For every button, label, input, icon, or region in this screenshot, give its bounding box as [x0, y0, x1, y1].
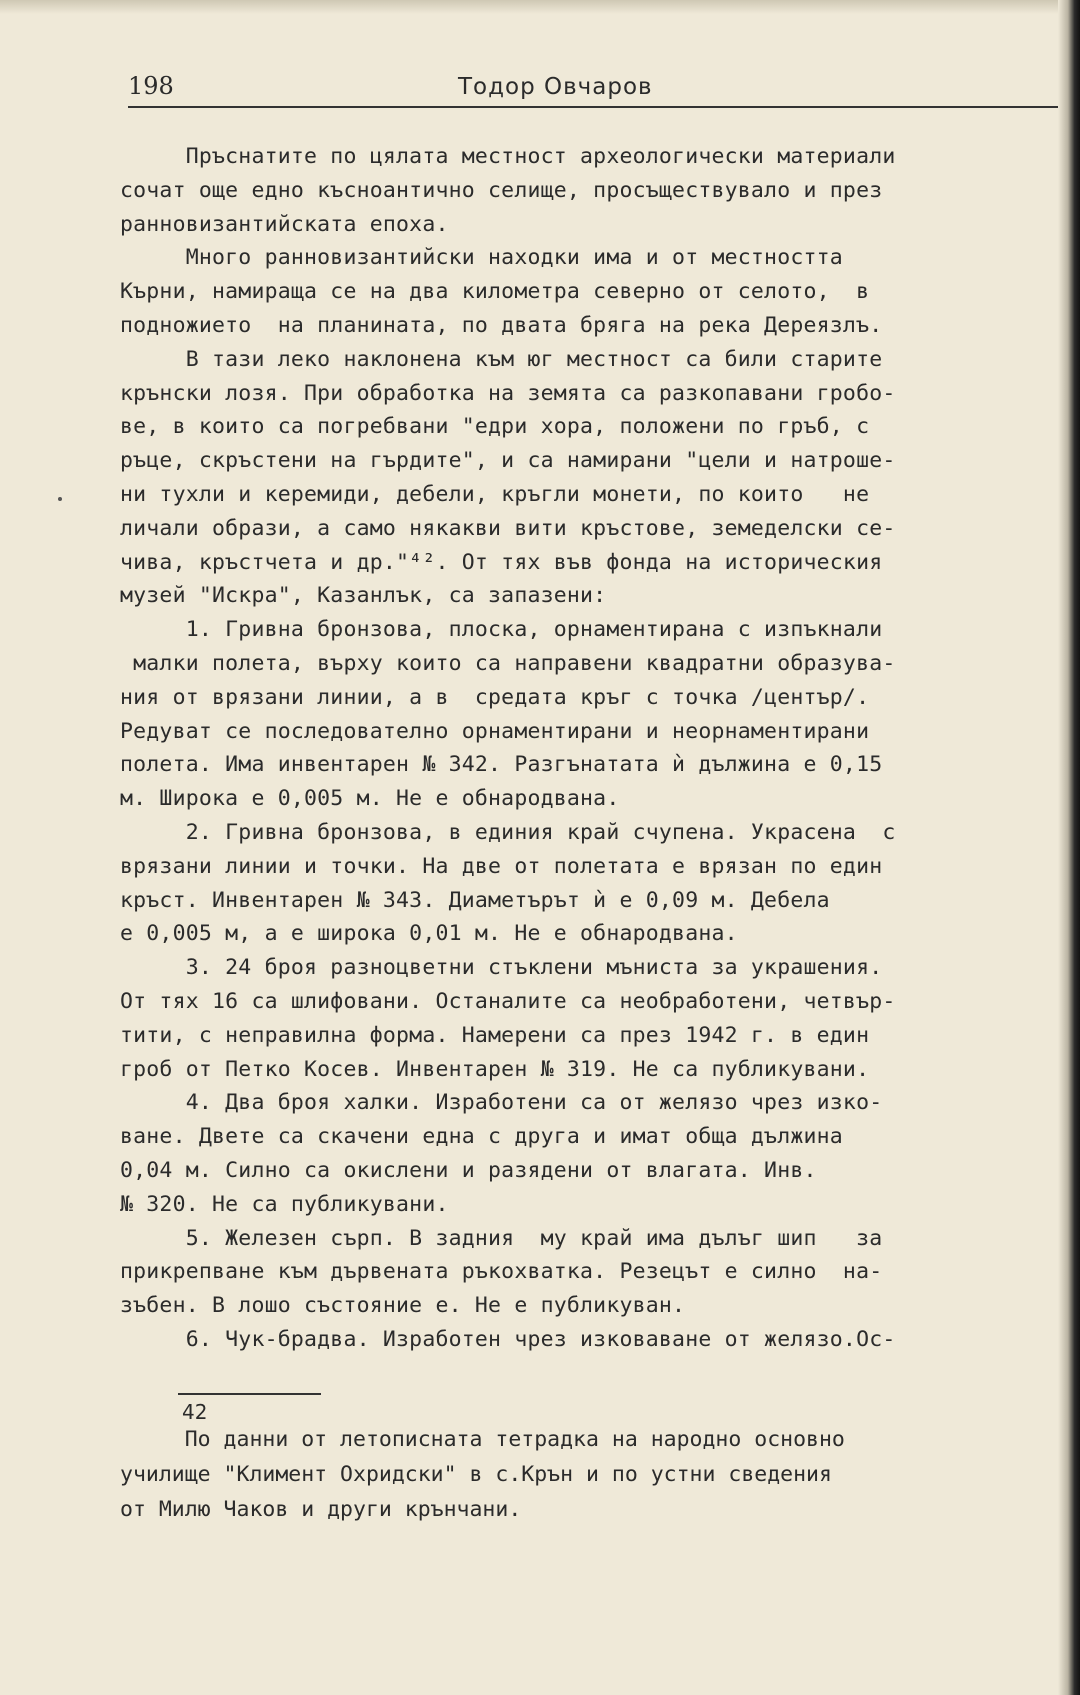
text-line: врязани линии и точки. На две от полетата е врязан по един — [120, 853, 883, 879]
text-line: Редуват се последователно орнаментирани и неорнаментирани — [120, 718, 870, 744]
text-line: прикрепване към дървената ръкохватка. Резецът е силно на- — [120, 1259, 883, 1285]
text-line: 4. Два броя халки. Изработени са от желязо чрез изко- — [120, 1090, 883, 1116]
text-line: крънски лозя. При обработка на земята са разкопавани гробо- — [120, 380, 896, 406]
text-line: чива, кръстчета и др."⁴². От тях във фонда на историческия — [120, 549, 883, 575]
text-line: 1. Гривна бронзова, плоска, орнаментирана с изпъкнали — [120, 617, 883, 643]
text-line: Пръснатите по цялата местност археологически материали — [120, 144, 896, 169]
text-line: В тази леко наклонена към юг местност са били старите — [120, 346, 883, 372]
text-line: зъбен. В лошо състояние е. Не е публикуван. — [120, 1293, 686, 1319]
text-line: е 0,005 м, а е широка 0,01 м. Не е обнародвана. — [120, 921, 738, 947]
text-line: кръст. Инвентарен № 343. Диаметърът ѝ е 0,09 м. Дебела — [120, 887, 830, 913]
text-line: Кърни, намираща се на два километра северно от селото, в — [120, 279, 870, 305]
text-line: ве, в които са погребвани "едри хора, положени по гръб, с — [120, 414, 870, 440]
footnote-line: По данни от летописната тетрадка на народно основно — [120, 1427, 845, 1452]
footnote-text — [120, 1422, 845, 1527]
footnote-line: от Милю Чаков и други крънчани. — [120, 1497, 522, 1522]
scan-edge-top — [0, 0, 1080, 14]
footnote-rule — [178, 1393, 321, 1395]
scan-speck — [58, 497, 62, 501]
text-line: 6. Чук-брадва. Изработен чрез изковаване от желязо.Ос- — [120, 1326, 896, 1352]
footnote-number: 42 — [182, 1400, 208, 1424]
body-text — [120, 140, 1055, 1357]
page-number: 198 — [128, 72, 174, 100]
text-line: 2. Гривна бронзова, в единия край счупена. Украсена с — [120, 819, 896, 845]
text-line: ръце, скръстени на гърдите", и са намирани "цели и натроше- — [120, 448, 896, 474]
text-line: малки полета, върху които са направени квадратни образува- — [120, 650, 896, 676]
text-line: полета. Има инвентарен № 342. Разгънатата ѝ дължина е 0,15 — [120, 752, 883, 778]
page-header — [128, 70, 1058, 108]
text-line: м. Широка е 0,005 м. Не е обнародвана. — [120, 786, 620, 812]
text-line: 5. Железен сърп. В задния му край има дълъг шип за — [120, 1225, 883, 1251]
text-line: ранновизантийската епоха. — [120, 211, 449, 237]
text-line: Много ранновизантийски находки има и от местността — [120, 245, 843, 271]
text-line: подножието на планината, по двата бряга на река Дереязлъ. — [120, 312, 883, 338]
text-line: 0,04 м. Силно са окислени и разядени от влагата. Инв. — [120, 1157, 817, 1183]
text-line: ни тухли и керемиди, дебели, кръгли монети, по които не — [120, 481, 870, 507]
text-line: сочат още едно къснoантично селище, просъществувало и през — [120, 177, 883, 203]
text-line: личали образи, а само някакви вити кръстове, земеделски се- — [120, 515, 896, 541]
text-line: От тях 16 са шлифовани. Останалите са необработени, четвър- — [120, 988, 896, 1014]
text-line: музей "Искра", Казанлък, са запазени: — [120, 583, 607, 609]
footnote-line: училище "Климент Охридски" в с.Крън и по устни сведения — [120, 1462, 832, 1487]
text-line: ване. Двете са скачени една с друга и имат обща дължина — [120, 1124, 843, 1150]
running-head-author: Тодор Овчаров — [458, 74, 653, 100]
text-line: тити, с неправилна форма. Намерени са през 1942 г. в един — [120, 1022, 870, 1048]
scan-binding-shadow — [1058, 0, 1080, 1695]
text-line: 3. 24 броя разноцветни стъклени мъниста за украшения. — [120, 955, 883, 981]
text-line: гроб от Петко Косев. Инвентарен № 319. Не са публикувани. — [120, 1056, 870, 1082]
text-line: № 320. Не са публикувани. — [120, 1191, 449, 1217]
text-line: ния от врязани линии, а в средата кръг с точка /център/. — [120, 684, 870, 710]
